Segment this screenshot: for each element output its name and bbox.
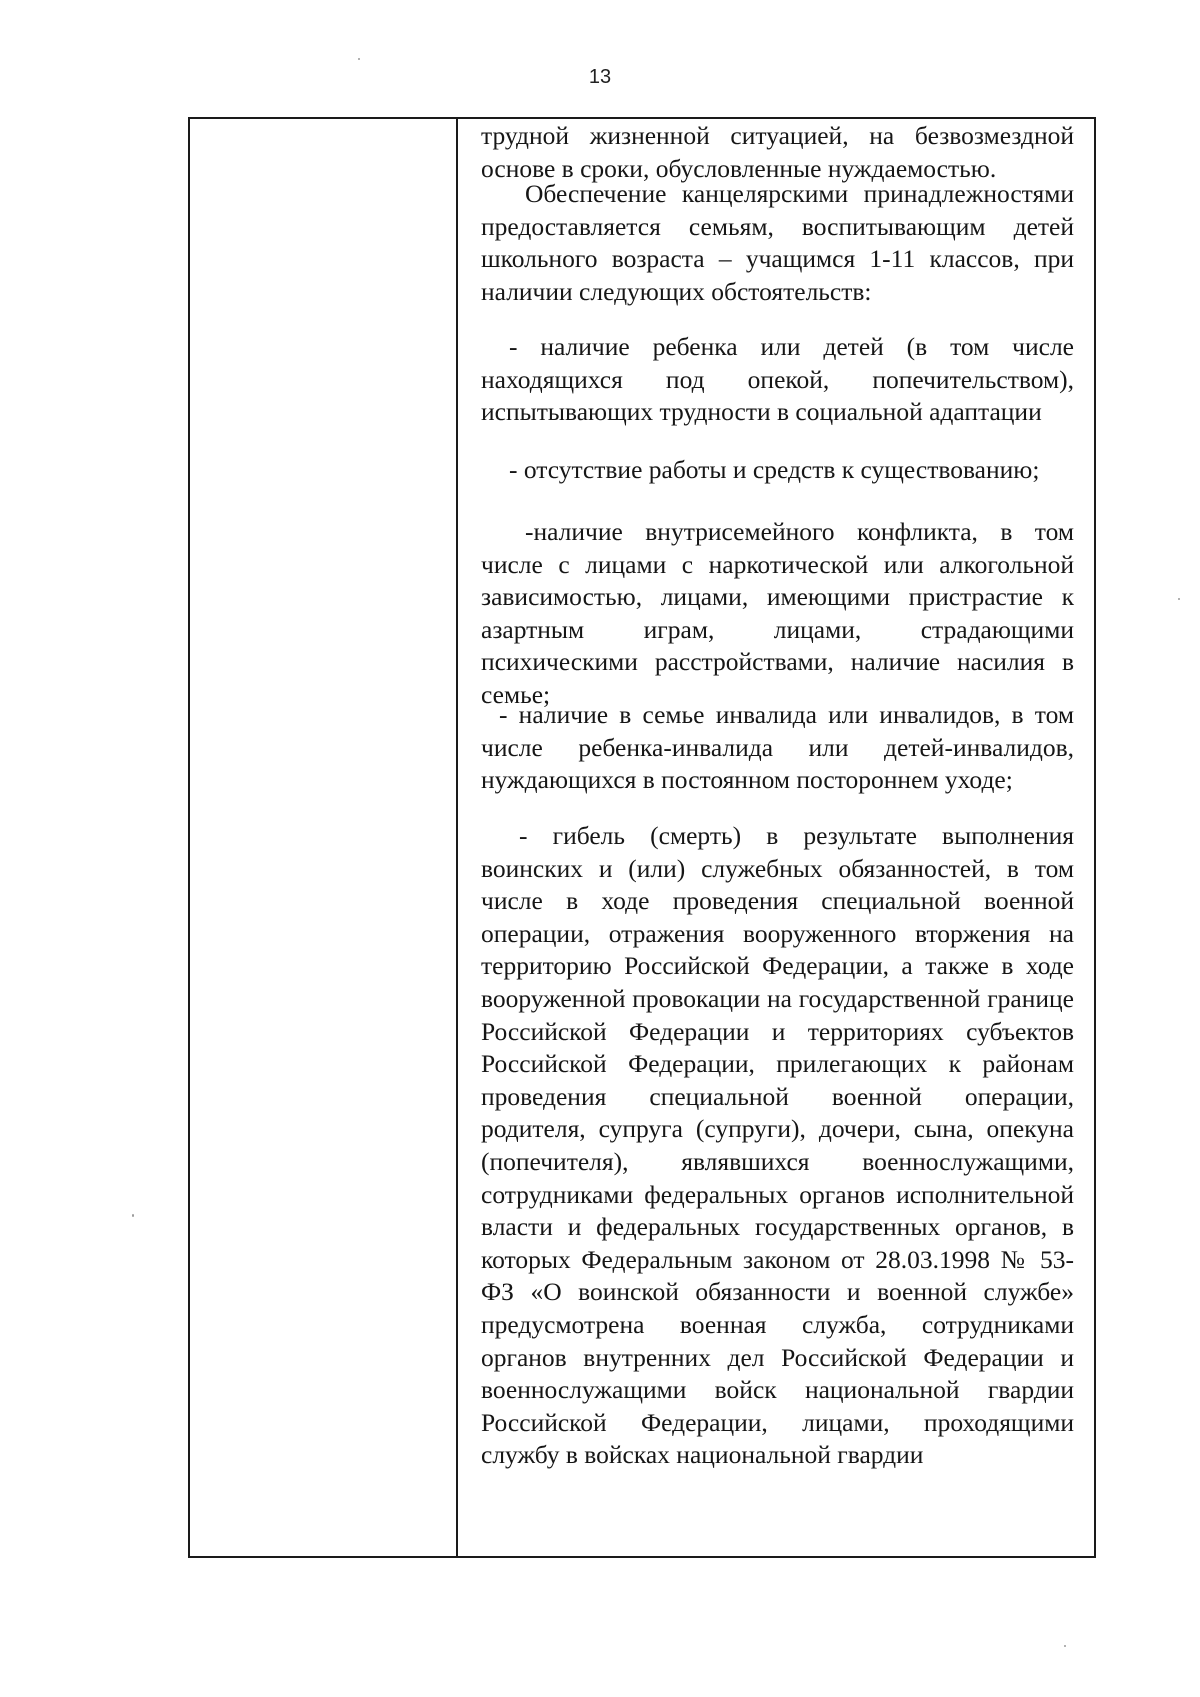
paragraph-disability: - наличие в семье инвалида или инвалидов, в том числе ребенка-инвалида или детей-инвалидов, нуждающихся в постоянном постороннем уходе; [481, 700, 1074, 795]
scan-speck [358, 58, 360, 60]
table-left-cell [190, 119, 456, 1556]
paragraph-intro: трудной жизненной ситуацией, на безвозмездной основе в сроки, обусловленные нуждаемостью. [481, 121, 1074, 183]
scan-speck [1064, 1645, 1066, 1647]
scan-speck [132, 1214, 134, 1217]
content-table [188, 117, 1096, 1558]
paragraph-death-in-service: - гибель (смерть) в результате выполнения воинских и (или) служебных обязанностей, в том числе в ходе проведения специальной военной операции, отражения вооруженного вторжения на территорию Российской Федерации, а также в ходе вооруженной провокации на государственной границе Российской Федерации и территориях субъектов Российской Федерации, прилегающих к районам проведения специальной военной операции, родителя, супруга (супруги), дочери, сына, опекуна (попечителя), являвшихся военнослужащими, сотрудниками федеральных органов исполнительной власти и федеральных государственных органов, в которых Федеральным законом от 28.03.1998 № 53-ФЗ «О воинской обязанности и военной службе» предусмотрена военная служба, сотрудниками органов внутренних дел Российской Федерации и военнослужащими войск национальной гвардии Российской Федерации, лицами, проходящими службу в войсках национальной гвардии [481, 821, 1074, 1470]
paragraph-family-conflict: -наличие внутрисемейного конфликта, в том числе с лицами с наркотической или алкогольной зависимостью, лицами, имеющими пристрастие к азартным играм, лицами, страдающими психическими расстройствами, наличие насилия в семье; [481, 517, 1074, 709]
table-right-cell [458, 119, 1094, 1556]
paragraph-adaptation: - наличие ребенка или детей (в том числе находящихся под опекой, попечительством), испытывающих трудности в социальной адаптации [481, 332, 1074, 427]
paragraph-unemployment: - отсутствие работы и средств к существованию; [509, 455, 1040, 484]
page-number: 13 [588, 66, 612, 88]
scan-speck [1178, 598, 1180, 600]
paragraph-stationery: Обеспечение канцелярскими принадлежностями предоставляется семьям, воспитывающим детей школьного возраста – учащимся 1-11 классов, при наличии следующих обстоятельств: [481, 179, 1074, 306]
